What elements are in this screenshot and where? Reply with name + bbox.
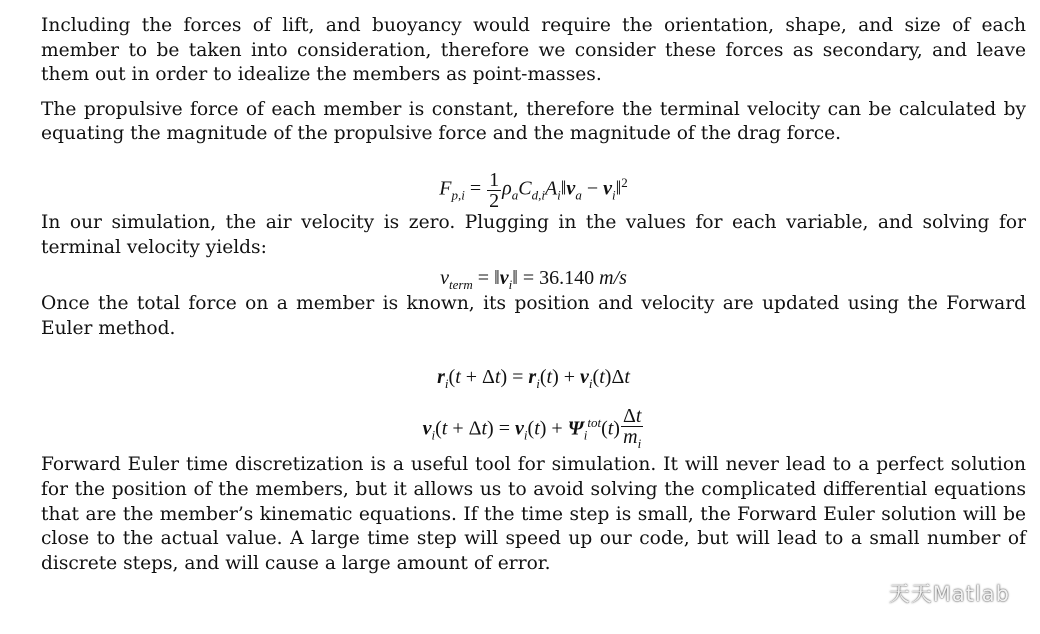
terminal-velocity-unit: m/s [599,267,627,290]
document-page [41,14,1026,576]
wechat-logo-icon [847,580,883,606]
paragraph-euler-discussion: Forward Euler time discretization is a useful tool for simulation. It will never lead to a perfect solution for the position of the members, but it allows us to avoid solving the complicated differential equations that are the member’s kinematic equations. If the time step is small, the Forward Euler solution will be close to the actual value. A large time step will speed up our code, but will lead to a small number of discrete steps, and will cause a large amount of error. [41,454,1026,574]
paragraph-propulsive-force: The propulsive force of each member is constant, therefore the terminal velocity can be calculated by equating the magnitude of the propulsive force and the magnitude of the drag force. [41,98,1026,145]
watermark-text: 天天Matlab [888,582,1010,606]
equation-terminal-velocity: $v_{term}$ = $‖v_i‖ = 36.140$ m/s [440,267,627,293]
fraction-one-half: $\frac{1}{2}$ [489,168,500,212]
paragraph-air-velocity: In our simulation, the air velocity is zero. Plugging in the values for each variable, and solving for terminal velocity yields: [41,211,1026,258]
terminal-velocity-value: 36.140 [539,267,595,290]
paragraph-lift-buoyancy: Including the forces of lift, and buoyancy would require the orientation, shape, and size of each member to be taken into consideration, therefore we consider these forces as secondary, and leave them out in order to idealize the members as point-masses. [41,15,1026,86]
equation-velocity-update: $v_i(t + \Delta t) = v_i(t) + \Psi_i^{tot}(t)$ $\frac{\Delta t}{m_i}$ [41,399,1026,447]
equation-drag-force: $F_{p,i}$ = $\frac{1}{2}$ $\rho_aC_{d,i}A_i‖v_a$ − $v_i‖^2$ [439,168,628,212]
equation-position-update: $r_i(t + \Delta t) = r_i(t) + v_i(t)\Delta t$ [437,366,630,392]
fraction-dt-over-m: $\frac{\Delta t}{m_i}$ [622,405,642,452]
paragraph-forward-euler-update: Once the total force on a member is known, its position and velocity are updated using the Forward Euler method. [41,293,1026,339]
watermark [847,578,1010,608]
